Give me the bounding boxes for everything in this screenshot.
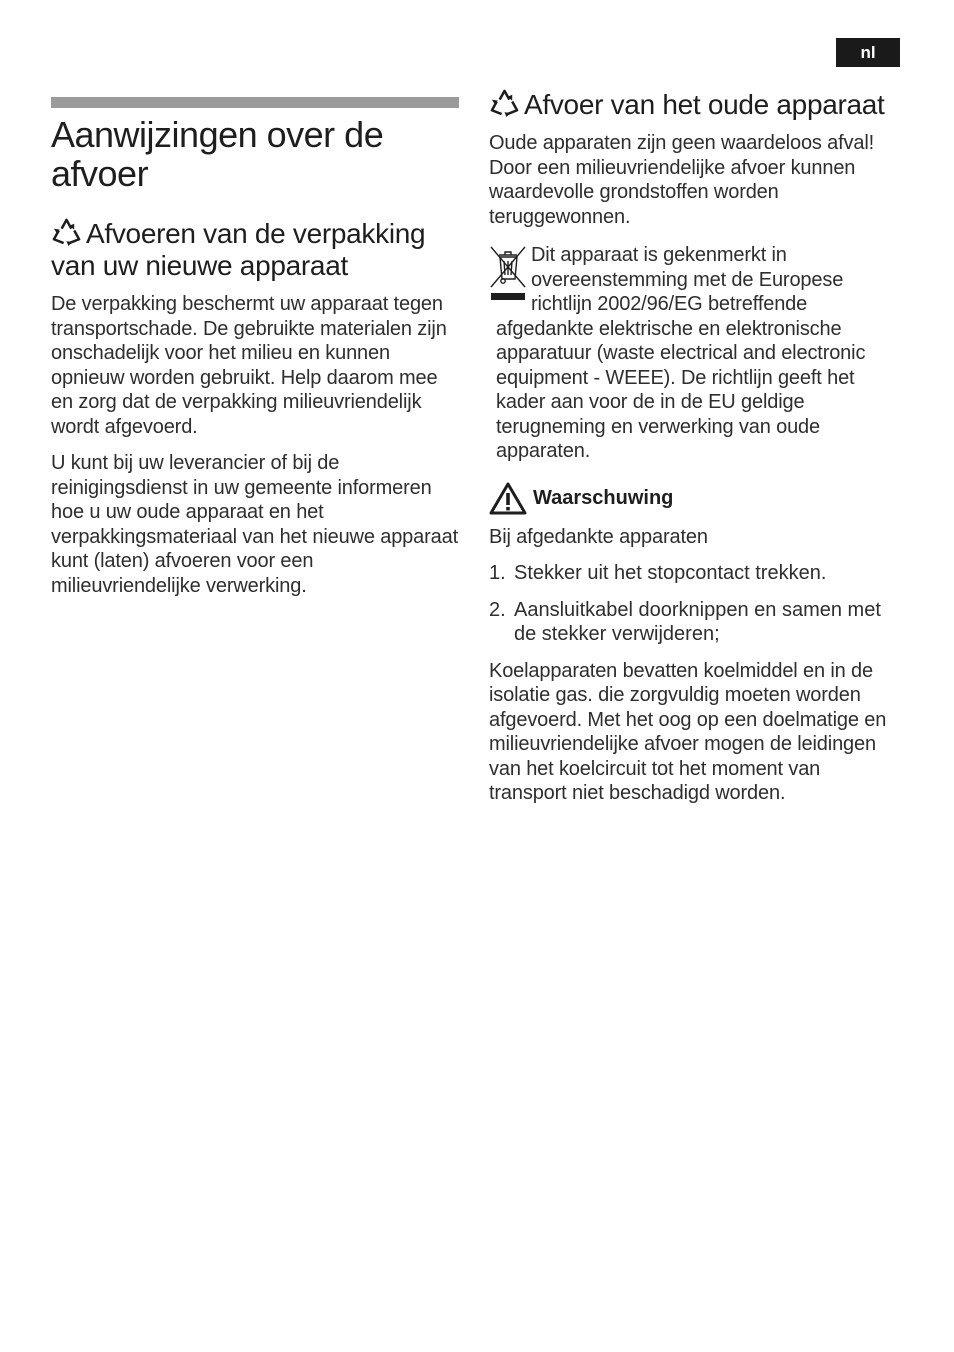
step-number: 2. — [489, 598, 506, 621]
step-number: 1. — [489, 562, 506, 584]
language-badge: nl — [836, 38, 900, 67]
section-heading-packaging — [51, 217, 459, 282]
right-column — [489, 88, 901, 806]
old-appliance-paragraph-1: Oude apparaten zijn geen waardeloos afval! Door een milieuvriendelijke afvoer kunnen waardevolle grondstoffen worden teruggewonnen. — [489, 132, 875, 228]
section-heading-packaging-text: Afvoeren van de verpakking van uw nieuwe apparaat — [51, 218, 426, 281]
left-column — [51, 97, 459, 598]
section-heading-old-appliance-text: Afvoer van het oude apparaat — [524, 89, 885, 120]
page-title: Aanwijzingen over de afvoer — [51, 114, 384, 194]
weee-text — [489, 243, 901, 464]
steps-list — [489, 561, 901, 647]
step-text: Aansluitkabel doorknippen en samen met de stekker verwijderen; — [514, 598, 881, 645]
packaging-paragraph-2: U kunt bij uw leverancier of bij de reinigingsdienst in uw gemeente informeren hoe u uw oude apparaat en het verpakkingsmateriaal van het nieuwe apparaat kunt (laten) afvoeren voor een milieuvriendelijke verwerking. — [51, 452, 458, 597]
recycle-icon — [489, 88, 520, 117]
weee-text-line-2: overeenstemming met de Europese — [531, 268, 844, 291]
section-heading-old-appliance — [489, 88, 901, 121]
recycle-icon — [51, 217, 82, 246]
warning-triangle-icon — [489, 482, 527, 515]
warning-label: Waarschuwing — [533, 486, 674, 509]
list-item — [489, 561, 901, 586]
step-text: Stekker uit het stopcontact trekken. — [514, 562, 827, 584]
weee-text-line-1: Dit apparaat is gekenmerkt in — [531, 244, 787, 266]
warning-heading — [489, 482, 901, 515]
packaging-paragraph-1: De verpakking beschermt uw apparaat tegen transportschade. De gebruikte materialen zijn onschadelijk voor het milieu en kunnen opnieuw worden gebruikt. Help daarom mee en zorg dat de verpakking milieuvriendelijk wordt afgevoerd. — [51, 293, 447, 438]
weee-text-line-3: richtlijn 2002/96/EG betreffende — [531, 293, 808, 315]
weee-notice — [489, 243, 901, 464]
refrigerant-paragraph: Koelapparaten bevatten koelmiddel en in de isolatie gas. die zorgvuldig moeten worden afgevoerd. Met het oog op een doelmatige en milieuvriendelijke afvoer mogen de leidingen van het koelcircuit tot het moment van transport niet beschadigd worden. — [489, 659, 887, 804]
crossed-out-wheelie-bin-icon — [489, 243, 527, 301]
title-rule — [51, 97, 459, 108]
list-item — [489, 598, 901, 647]
weee-text-rest: afgedankte elektrische en elektronische apparatuur (waste electrical and electronic equipment - WEEE). De richtlijn geeft het kader aan voor de in de EU geldige terugneming en verwerking van oude apparaten. — [496, 317, 866, 462]
warning-intro: Bij afgedankte apparaten — [489, 525, 708, 548]
